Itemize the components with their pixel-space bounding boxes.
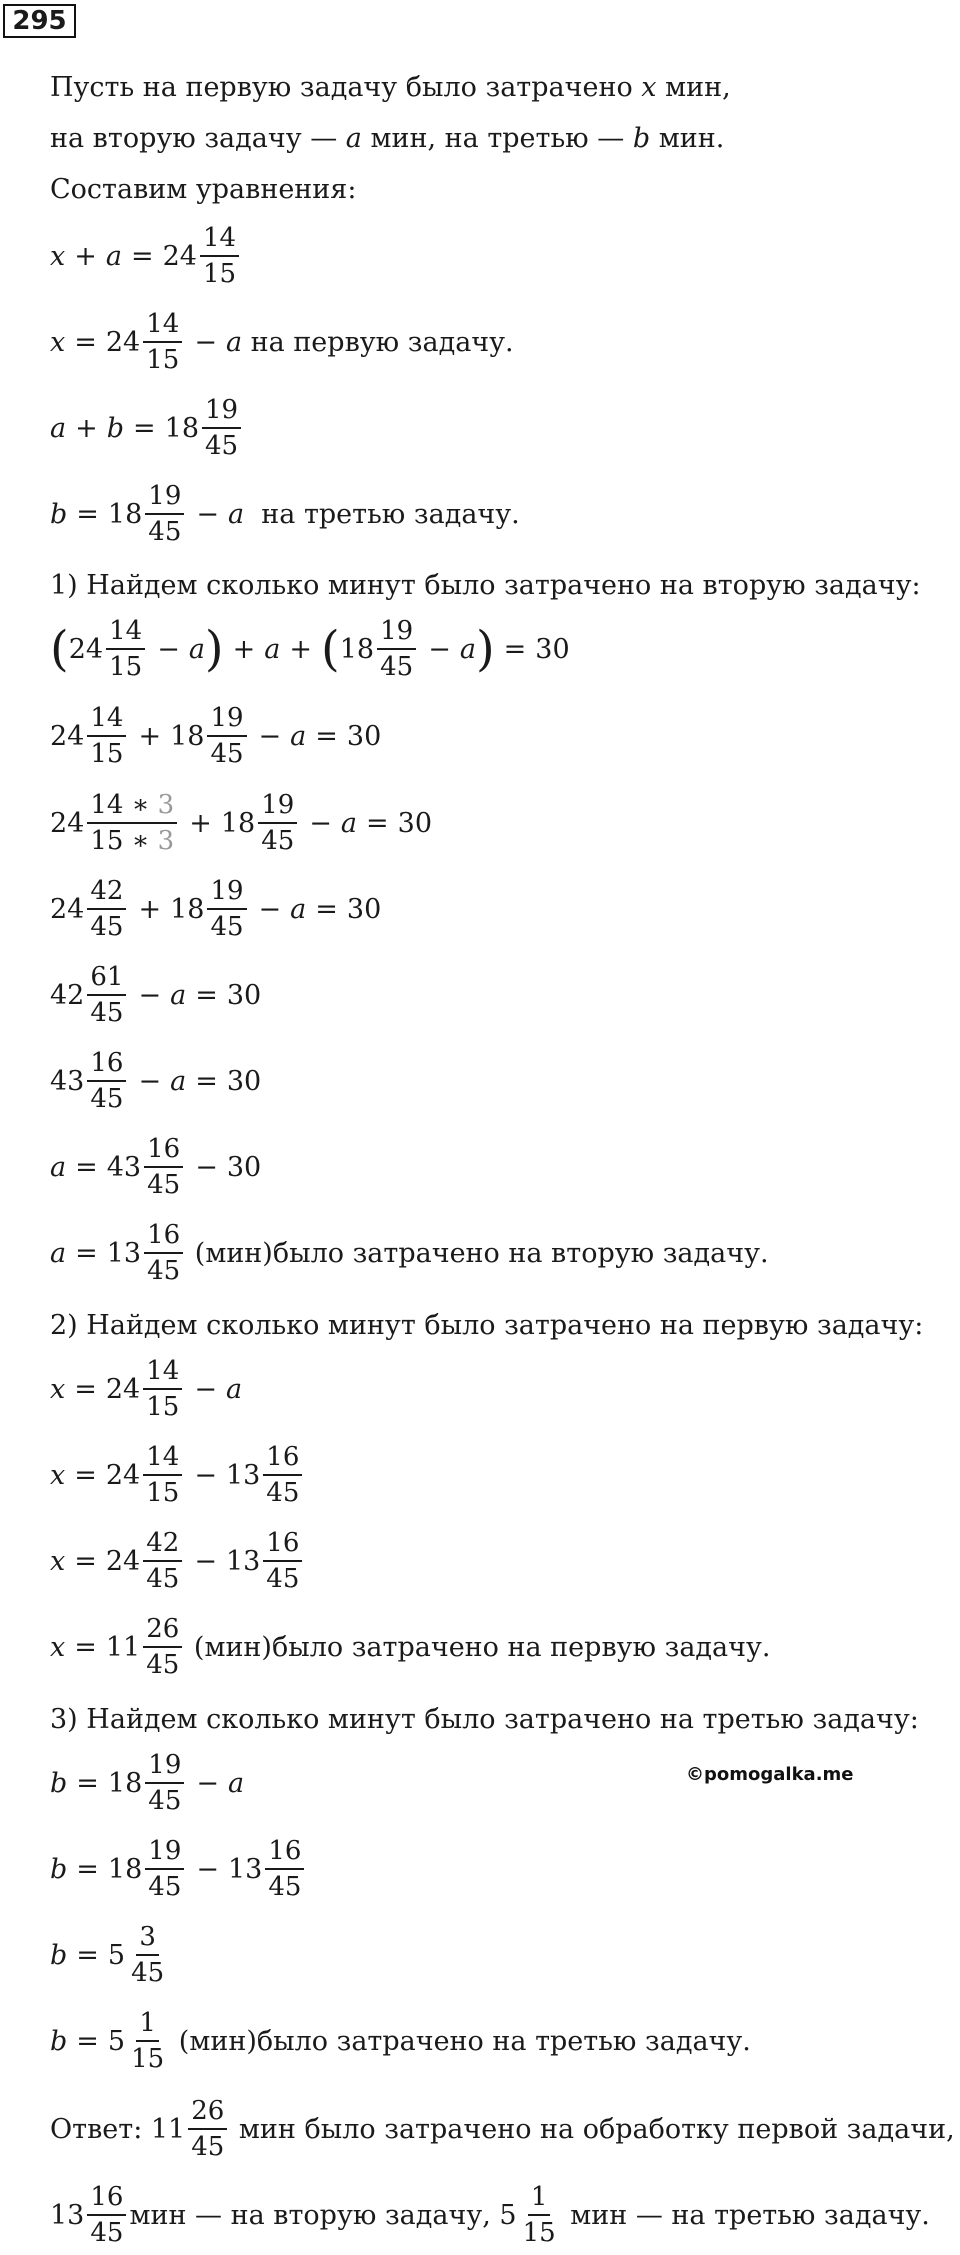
eq-x-def: x = 24 14 15 − a на первую задачу. xyxy=(50,309,514,375)
result-x: x = 11 26 45 (мин)было затрачено на первую задачу. xyxy=(50,1614,771,1680)
eq-step1-3: 24 14 ∗ 3 15 ∗ 3 + 18 19 45 − a = 30 xyxy=(50,790,432,856)
eq-a-plus-b: a + b = 18 19 45 xyxy=(50,396,244,460)
result-a: a = 13 16 45 (мин)было затрачено на вторую задачу. xyxy=(50,1220,769,1286)
step-2-heading: 2) Найдем сколько минут было затрачено на первую задачу: xyxy=(50,1310,924,1341)
eq-step3-3: b = 5 3 45 xyxy=(50,1922,165,1988)
eq-b-def: b = 18 19 45 − a на третью задачу. xyxy=(50,481,520,547)
step-1-heading: 1) Найдем сколько минут было затрачено на вторую задачу: xyxy=(50,570,921,601)
eq-step3-1: b = 18 19 45 − a xyxy=(50,1750,245,1816)
eq-step1-4: 24 42 45 + 18 19 45 − a = 30 xyxy=(50,876,382,942)
eq-step2-3: x = 24 42 45 − 13 16 45 xyxy=(50,1529,305,1593)
eq-step1-6: 43 16 45 − a = 30 xyxy=(50,1048,262,1114)
eq-step3-2: b = 18 19 45 − 13 16 45 xyxy=(50,1837,307,1901)
answer-line-1: Ответ: 11 26 45 мин было затрачено на обработку первой задачи, xyxy=(50,2096,955,2162)
watermark: ©pomogalka.me xyxy=(686,1764,854,1785)
result-b: b = 5 1 15 (мин)было затрачено на третью задачу. xyxy=(50,2008,751,2074)
eq-step1-2: 24 14 15 + 18 19 45 − a = 30 xyxy=(50,703,382,769)
eq-step2-2: x = 24 14 15 − 13 16 45 xyxy=(50,1443,305,1507)
eq-step1-5: 42 61 45 − a = 30 xyxy=(50,962,262,1028)
intro-line-3: Составим уравнения: xyxy=(50,174,357,205)
intro-line-2: на вторую задачу — a мин, на третью — b мин. xyxy=(50,123,725,154)
answer-line-2: 13 16 45 мин — на вторую задачу, 5 1 15 мин — на третью задачу. xyxy=(50,2182,930,2248)
intro-line-1: Пусть на первую задачу было затрачено x мин, xyxy=(50,72,731,103)
problem-number: 295 xyxy=(3,4,76,38)
eq-step2-1: x = 24 14 15 − a xyxy=(50,1356,243,1422)
eq-step1-7: a = 43 16 45 − 30 xyxy=(50,1134,262,1200)
step-3-heading: 3) Найдем сколько минут было затрачено на третью задачу: xyxy=(50,1704,919,1735)
eq-step1-1: ( 24 14 15 − a ) + a + ( 18 19 45 − a ) = 30 xyxy=(50,616,570,682)
eq-x-plus-a: x + a = 24 14 15 xyxy=(50,224,242,288)
